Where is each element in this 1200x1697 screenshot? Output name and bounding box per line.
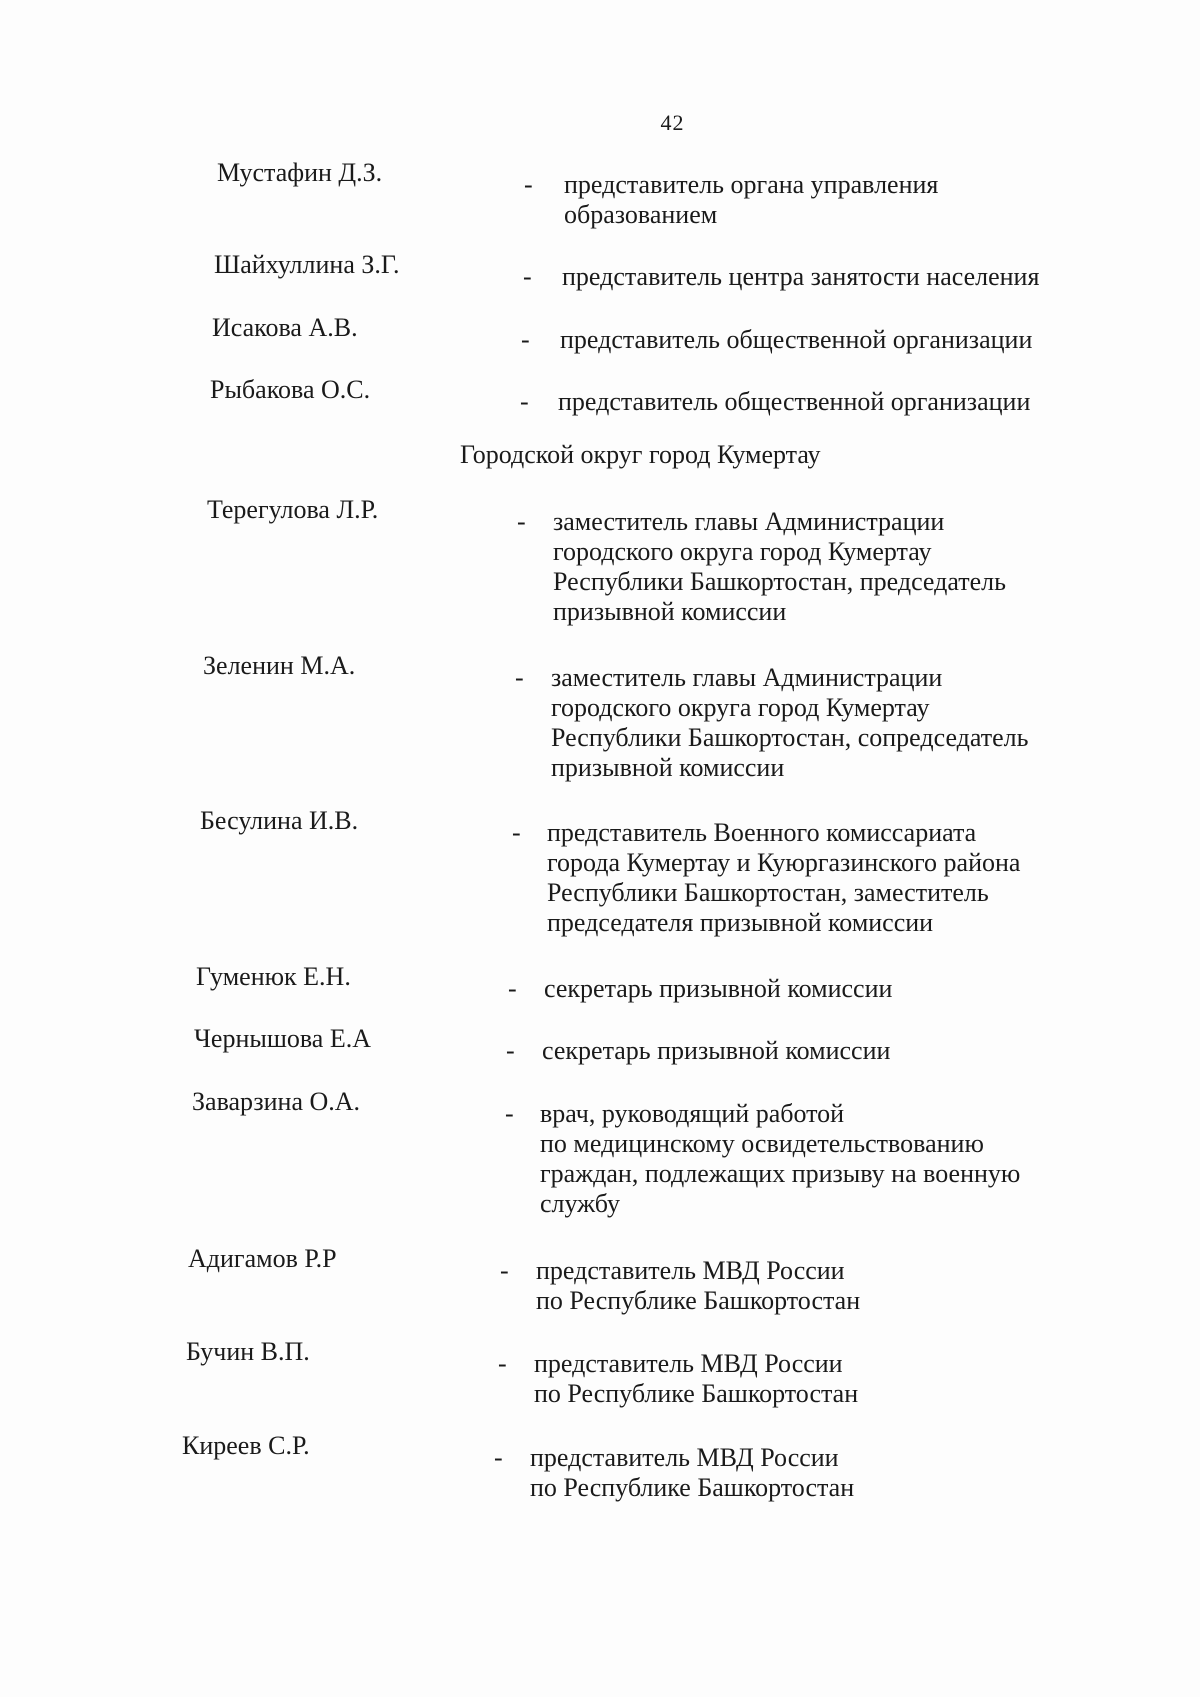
separator-dash: - [520, 387, 529, 416]
member-role [562, 262, 1082, 292]
role-line: Республики Башкортостан, сопредседатель [551, 723, 1029, 752]
role-line: образованием [564, 200, 718, 229]
role-line: представитель центра занятости населения [562, 262, 1040, 291]
role-line: представитель Военного комиссариата [547, 818, 977, 847]
role-line: представитель МВД России [536, 1256, 845, 1285]
separator-dash: - [517, 507, 526, 536]
member-name: Киреев С.Р. [182, 1431, 310, 1460]
member-role [530, 1443, 1050, 1503]
member-role [553, 507, 1073, 627]
separator-dash: - [500, 1256, 509, 1285]
role-line: представитель МВД России [530, 1443, 839, 1472]
member-name: Гуменюк Е.Н. [196, 962, 351, 991]
role-line: по Республике Башкортостан [536, 1286, 861, 1315]
page-number: 42 [660, 110, 685, 135]
role-line: городского округа город Кумертау [551, 693, 930, 722]
role-line: председателя призывной комиссии [547, 908, 934, 937]
member-role [558, 387, 1078, 417]
member-name: Терегулова Л.Р. [207, 495, 379, 524]
role-line: Республики Башкортостан, председатель [553, 567, 1006, 596]
role-line: призывной комиссии [551, 753, 785, 782]
role-line: секретарь призывной комиссии [542, 1036, 891, 1065]
role-line: представитель общественной организации [558, 387, 1031, 416]
role-line: секретарь призывной комиссии [544, 974, 893, 1003]
section-heading: Городской округ город Кумертау [460, 440, 821, 469]
separator-dash: - [494, 1443, 503, 1472]
member-role [534, 1349, 1054, 1409]
separator-dash: - [498, 1349, 507, 1378]
member-role [560, 325, 1080, 355]
member-name: Заварзина О.А. [192, 1087, 361, 1116]
separator-dash: - [515, 663, 524, 692]
separator-dash: - [524, 170, 533, 199]
separator-dash: - [508, 974, 517, 1003]
role-line: по медицинскому освидетельствованию [540, 1129, 984, 1158]
member-name: Зеленин М.А. [203, 651, 356, 680]
role-line: представитель органа управления [564, 170, 939, 199]
member-name: Чернышова Е.А [194, 1024, 371, 1053]
role-line: Республики Башкортостан, заместитель [547, 878, 989, 907]
role-line: заместитель главы Администрации [553, 507, 945, 536]
role-line: службу [540, 1189, 621, 1218]
member-name: Адигамов Р.Р [188, 1244, 337, 1273]
role-line: по Республике Башкортостан [534, 1379, 859, 1408]
role-line: граждан, подлежащих призыву на военную [540, 1159, 1021, 1188]
role-line: по Республике Башкортостан [530, 1473, 855, 1502]
member-name: Бесулина И.В. [200, 806, 359, 835]
role-line: города Кумертау и Куюргазинского района [547, 848, 1021, 877]
member-role [564, 170, 1084, 230]
role-line: городского округа город Кумертау [553, 537, 932, 566]
member-role [547, 818, 1067, 938]
separator-dash: - [506, 1036, 515, 1065]
member-role [544, 974, 1064, 1004]
member-name: Шайхуллина З.Г. [214, 250, 400, 279]
role-line: призывной комиссии [553, 597, 787, 626]
separator-dash: - [521, 325, 530, 354]
member-name: Мустафин Д.З. [217, 158, 383, 187]
role-line: врач, руководящий работой [540, 1099, 845, 1128]
member-name: Бучин В.П. [186, 1337, 310, 1366]
member-name: Исакова А.В. [212, 313, 358, 342]
separator-dash: - [505, 1099, 514, 1128]
member-role [540, 1099, 1060, 1219]
member-name: Рыбакова О.С. [210, 375, 371, 404]
member-role [551, 663, 1071, 783]
separator-dash: - [512, 818, 521, 847]
role-line: представитель общественной организации [560, 325, 1033, 354]
member-role [536, 1256, 1056, 1316]
role-line: представитель МВД России [534, 1349, 843, 1378]
role-line: заместитель главы Администрации [551, 663, 943, 692]
member-role [542, 1036, 1062, 1066]
separator-dash: - [523, 262, 532, 291]
